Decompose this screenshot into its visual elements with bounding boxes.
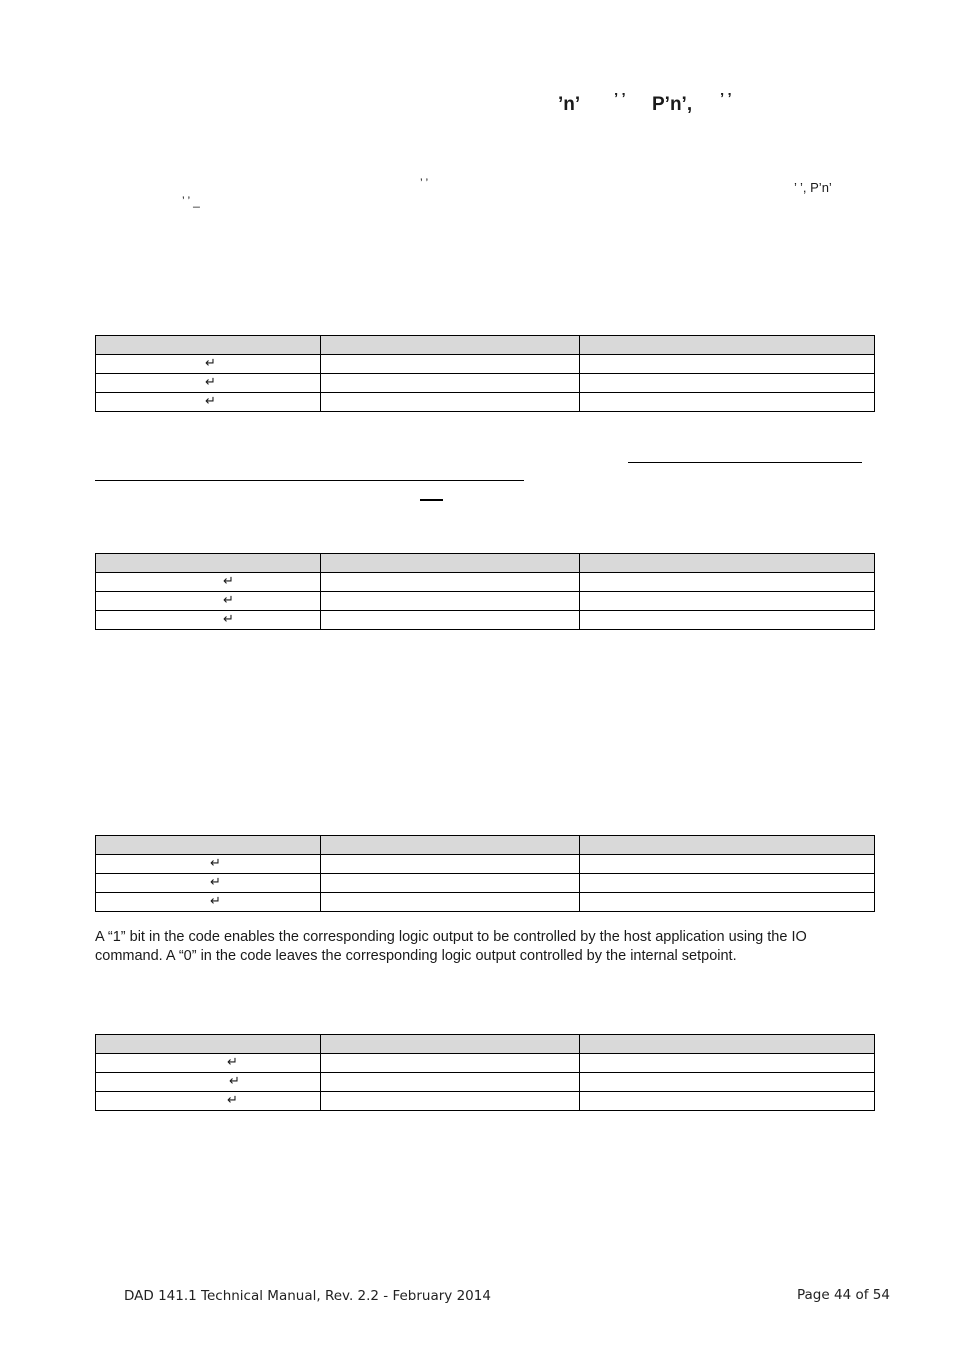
return-key-icon: ↵ [205, 375, 216, 390]
intro-fragment-3: ’ ’ _ [182, 194, 200, 208]
command-table-1 [95, 335, 875, 412]
table-row [96, 855, 875, 874]
table-row [96, 874, 875, 893]
underline-rule [95, 480, 524, 481]
table-row [96, 393, 875, 412]
return-key-icon: ↵ [205, 394, 216, 409]
table-header-row [96, 336, 875, 355]
heading-fragment-1: ’n’ [558, 94, 581, 115]
table-header-row [96, 554, 875, 573]
table-header-row [96, 1035, 875, 1054]
heading-fragment-2: ’ ’ [614, 90, 626, 107]
return-key-icon: ↵ [227, 1055, 238, 1070]
body-paragraph: A “1” bit in the code enables the corresponding logic output to be controlled by the host application using the IO command. A “0” in the code leaves the corresponding logic output controlled by the internal setpoint. [95, 929, 807, 964]
table-row [96, 1073, 875, 1092]
return-key-icon: ↵ [210, 875, 221, 890]
table-row [96, 893, 875, 912]
underline-rule [628, 462, 862, 463]
table-row [96, 573, 875, 592]
return-key-icon: ↵ [210, 894, 221, 909]
return-key-icon: ↵ [223, 593, 234, 608]
command-table-4 [95, 1034, 875, 1111]
table-row [96, 355, 875, 374]
return-key-icon: ↵ [205, 356, 216, 371]
return-key-icon: ↵ [223, 612, 234, 627]
footer-document-title: DAD 141.1 Technical Manual, Rev. 2.2 - February 2014 [124, 1288, 491, 1304]
table-row [96, 374, 875, 393]
underline-rule [420, 499, 443, 501]
command-table-2 [95, 553, 875, 630]
footer-page-number: Page 44 of 54 [797, 1287, 890, 1303]
table-header-row [96, 836, 875, 855]
command-table-3 [95, 835, 875, 912]
return-key-icon: ↵ [210, 856, 221, 871]
table-row [96, 592, 875, 611]
return-key-icon: ↵ [223, 574, 234, 589]
heading-fragment-3: P’n’, [652, 94, 693, 115]
intro-fragment-2: ’ ’, P’n’ [794, 180, 832, 195]
table-row [96, 1054, 875, 1073]
heading-fragment-4: ’ ’ [720, 90, 732, 107]
table-row [96, 1092, 875, 1111]
intro-fragment-1: ’ ’ [420, 176, 429, 190]
table-row [96, 611, 875, 630]
return-key-icon: ↵ [227, 1093, 238, 1108]
return-key-icon: ↵ [229, 1074, 240, 1089]
